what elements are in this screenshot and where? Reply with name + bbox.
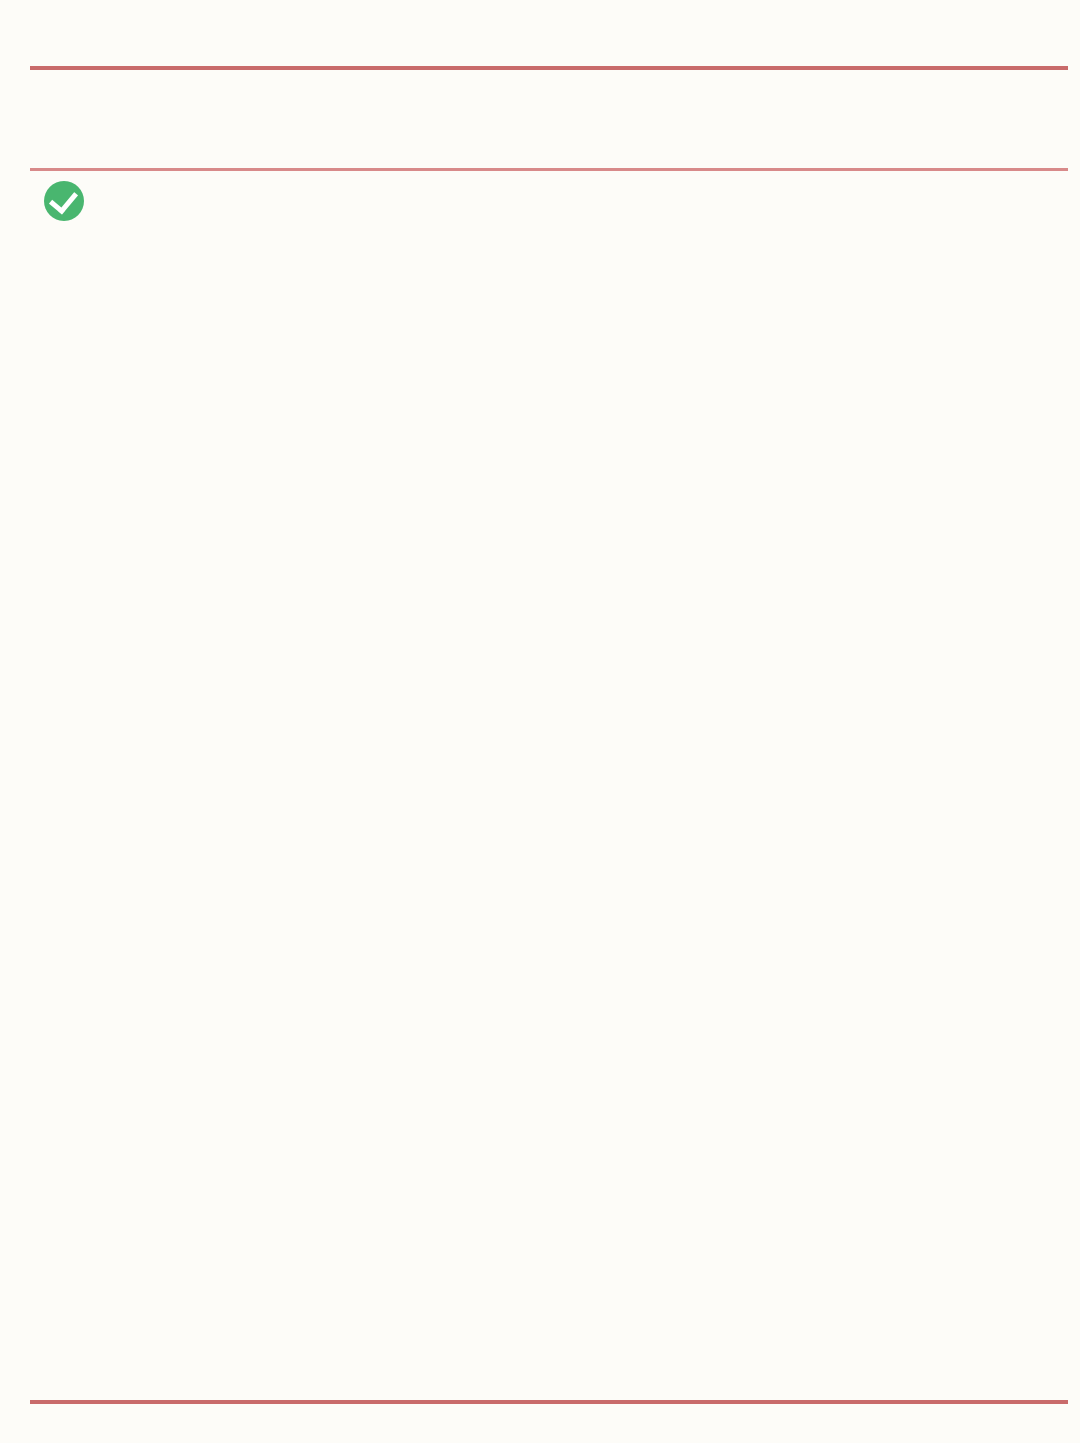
page-title: [0, 78, 1080, 168]
top-rule: [30, 66, 1068, 70]
section-subtitle: [40, 178, 84, 230]
check-icon: [44, 181, 84, 221]
bottom-rule: [30, 1400, 1068, 1404]
title-rule: [30, 168, 1068, 171]
